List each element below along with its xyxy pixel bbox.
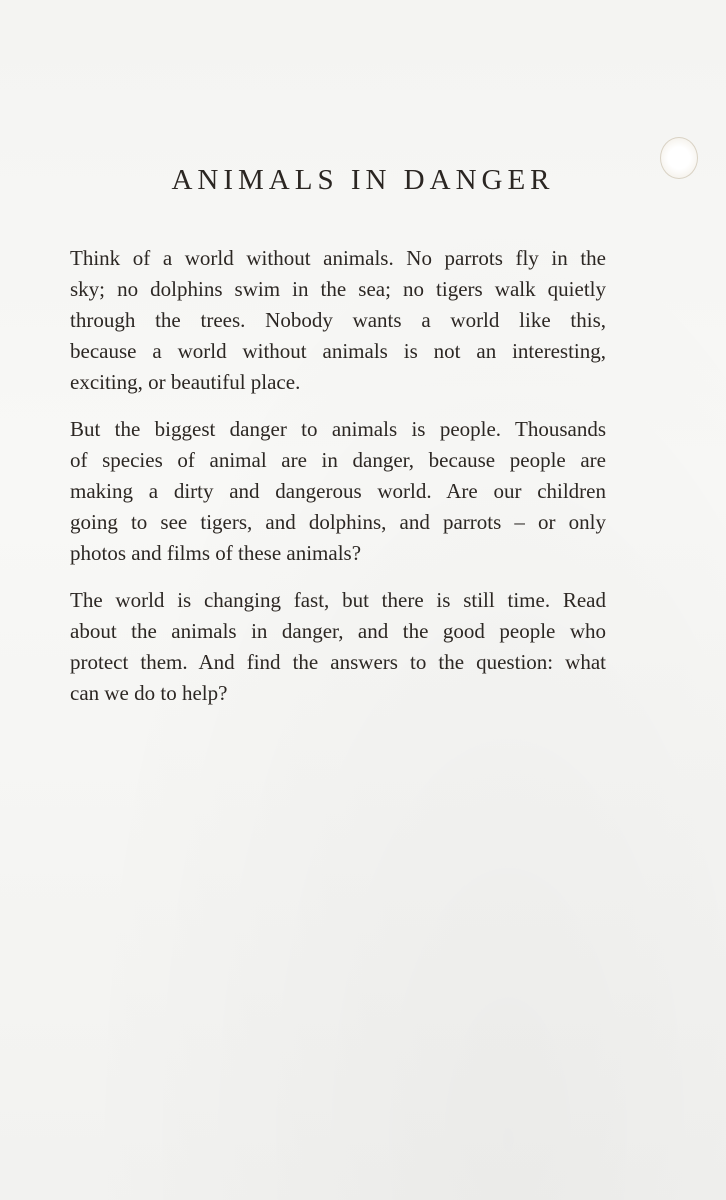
text-line: making a dirty and dangerous world. Are our children <box>70 479 606 503</box>
text-line: exciting, or beautiful place. <box>70 370 301 394</box>
text-line: going to see tigers, and dolphins, and parrots – or only <box>70 510 606 534</box>
text-line: because a world without animals is not an interesting, <box>70 339 606 363</box>
paragraph-2 <box>70 414 606 569</box>
text-line: can we do to help? <box>70 681 228 705</box>
text-line: about the animals in danger, and the good people who <box>70 619 606 643</box>
text-line: protect them. And find the answers to the question: what <box>70 650 606 674</box>
text-line: The world is changing fast, but there is still time. Read <box>70 588 606 612</box>
page-title: ANIMALS IN DANGER <box>171 164 555 196</box>
text-line: through the trees. Nobody wants a world like this, <box>70 308 606 332</box>
text-line: of species of animal are in danger, because people are <box>70 448 606 472</box>
text-line: photos and films of these animals? <box>70 541 362 565</box>
paragraph-1 <box>70 243 606 398</box>
text-line: But the biggest danger to animals is people. Thousands <box>70 417 606 441</box>
paragraph-3 <box>70 585 606 709</box>
text-line: sky; no dolphins swim in the sea; no tigers walk quietly <box>70 277 606 301</box>
body-text <box>70 243 606 725</box>
text-line: Think of a world without animals. No parrots fly in the <box>70 246 606 270</box>
